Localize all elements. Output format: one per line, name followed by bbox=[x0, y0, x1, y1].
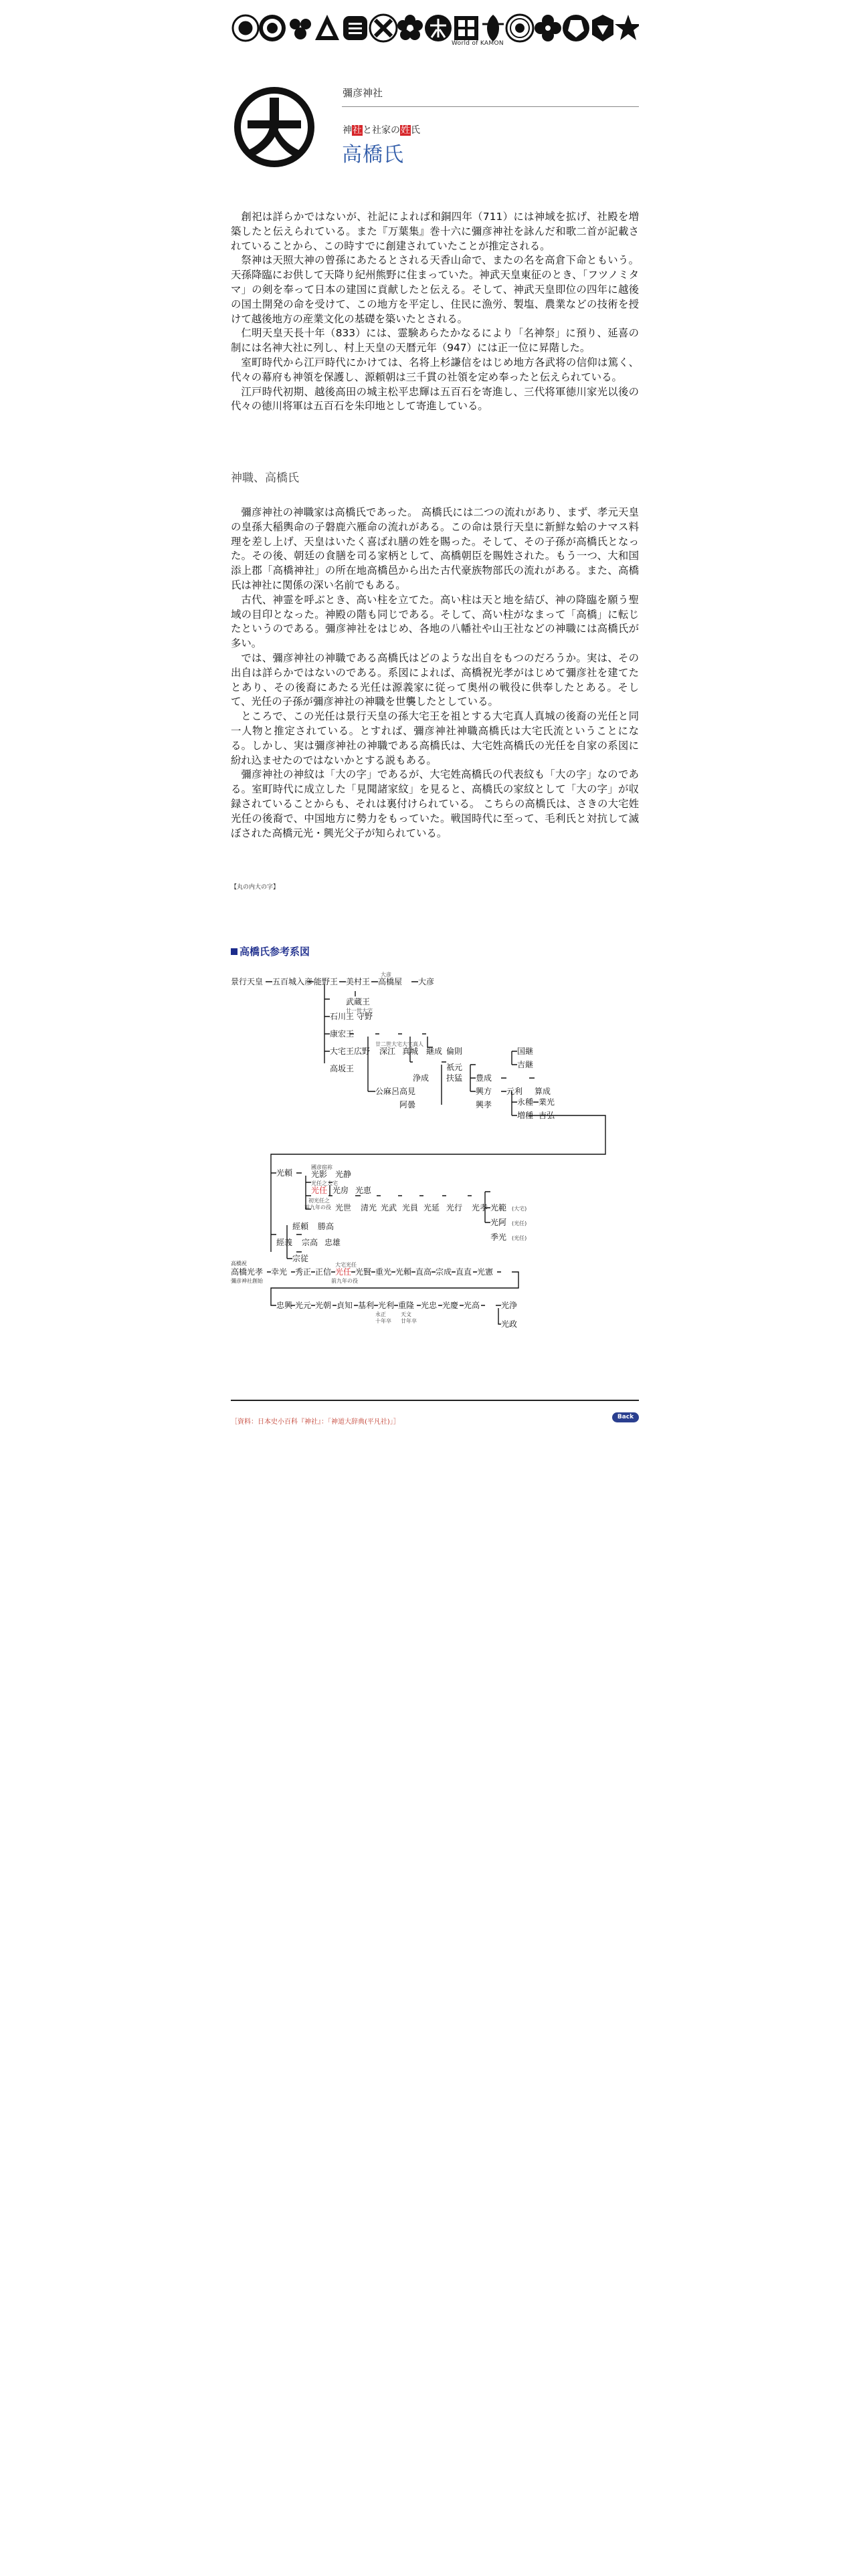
person-name: 増種 bbox=[517, 1111, 534, 1120]
person-name: 景行天皇 bbox=[231, 977, 264, 986]
person-name: 興方 bbox=[476, 1087, 492, 1096]
person-name: 光武 bbox=[381, 1203, 397, 1212]
person-name: 業光 bbox=[539, 1097, 555, 1107]
page bbox=[231, 0, 639, 2576]
person-note: 十年卒 bbox=[375, 1318, 391, 1324]
person-name: 豊成 bbox=[476, 1073, 492, 1083]
person-name: 光憲 bbox=[477, 1267, 494, 1277]
person-name: 宗従 bbox=[292, 1254, 309, 1263]
person-name: 祇元 bbox=[446, 1063, 463, 1072]
person-note: 光任之大宅 bbox=[311, 1180, 338, 1186]
paragraph: 江戸時代初期、越後高田の城主松平忠輝は五百石を寄進し、三代将軍徳川家光以後の代々の徳川将軍は五百石を朱印地として寄進している。 bbox=[231, 385, 639, 413]
header-divider bbox=[342, 106, 639, 107]
person-name: 幸光 bbox=[271, 1267, 288, 1277]
source-citation: ［資料：日本史小百科『神社』：「神道大辞典(平凡社)」］ bbox=[231, 1418, 400, 1426]
person-name: 康宏王 bbox=[330, 1029, 355, 1039]
person-name: 高見 bbox=[399, 1087, 416, 1096]
person-name: 勝高 bbox=[318, 1222, 335, 1231]
person-name: 基利 bbox=[358, 1301, 375, 1310]
person-note: 國彦宿祢 bbox=[311, 1164, 332, 1170]
paragraph: 創祀は詳らかではないが、社記によれば和銅四年（711）には神域を拡げ、社殿を増築したと伝えられている。また『万葉集』巻十六に彌彦神社を詠んだ和歌二首が記載されていることから、この時すでに創建されていたことが推定される。 bbox=[231, 211, 639, 252]
person-note: 永正 bbox=[375, 1311, 386, 1317]
person-name: 広野 bbox=[354, 1047, 371, 1056]
person-note: 前九年の役 bbox=[304, 1204, 331, 1210]
kamon-banner bbox=[231, 5, 639, 51]
section-heading: 神職、高橋氏 bbox=[231, 471, 299, 485]
paragraph: では、彌彦神社の神職である高橋氏はどのような出自をもつのだろうか。実は、その出自は詳らかではないのである。系図によれば、高橋祝光孝がはじめて彌彦社を建てたとあり、その後裔にあたる光任は源義家に従って奥州の戦役に供奉したとある。そして、光任の子孫が彌彦神社の神職を世襲したとしている。 bbox=[231, 651, 639, 708]
person-name: 經義 bbox=[276, 1238, 293, 1247]
person-name: 光阿 bbox=[490, 1218, 507, 1227]
person-name: 算成 bbox=[535, 1087, 551, 1096]
person-name: 吉継 bbox=[517, 1060, 534, 1069]
tree-names bbox=[231, 971, 555, 1329]
person-name-highlight: 光任 bbox=[335, 1267, 352, 1277]
person-name: 光孝 bbox=[472, 1203, 488, 1212]
footer-divider bbox=[231, 1400, 639, 1401]
person-name: 高坂王 bbox=[330, 1064, 355, 1073]
subtitle-part: と社家の bbox=[363, 125, 400, 136]
person-name: 能野王 bbox=[314, 977, 339, 986]
person-note: (光任) bbox=[512, 1220, 527, 1226]
clan-title: 高橋氏 bbox=[342, 143, 404, 167]
paragraph: 祭神は天照大神の曾孫にあたるとされる天香山命で、またの名を高倉下命ともいう。天孫降臨にお供して天降り紀州熊野に住まっていた。神武天皇東征のとき、「フツノミタマ」の剣を奉って日本の建国に貢献したと伝える。そして、神武天皇即位の四年に越後の国土開発の命を受けて、この地方を平定し、住民に漁労、製塩、農業などの技術を授けて越後地方の産業文化の基礎を築いたとされる。 bbox=[231, 254, 639, 325]
paragraph: 室町時代から江戸時代にかけては、名将上杉謙信をはじめ地方各武将の信仰は篤く、代々の幕府も神領を保護し、源頼朝は三千貫の社領を定め奉ったと伝えられている。 bbox=[231, 356, 639, 383]
person-note: 高橋祝 bbox=[231, 1261, 247, 1267]
person-name: 高橋光孝 bbox=[231, 1267, 264, 1277]
person-name: 宗高 bbox=[302, 1238, 318, 1247]
person-name: 倫則 bbox=[446, 1047, 463, 1056]
person-name: 光延 bbox=[423, 1203, 440, 1212]
person-note: 彌彦神社創始 bbox=[231, 1278, 263, 1284]
person-name: 光行 bbox=[446, 1203, 463, 1212]
person-name: 光朝 bbox=[315, 1301, 332, 1310]
site-brand: World of KAMON bbox=[452, 40, 504, 47]
person-name: 季光 bbox=[490, 1232, 507, 1242]
person-note: 廿一世大宅 bbox=[346, 1008, 373, 1014]
history-text bbox=[231, 210, 639, 414]
person-name: 光頼 bbox=[276, 1168, 293, 1178]
person-name: 浄成 bbox=[413, 1073, 430, 1083]
person-name: 大彦 bbox=[418, 977, 435, 986]
person-name: 光高 bbox=[464, 1301, 480, 1310]
person-name: 光恵 bbox=[355, 1186, 372, 1195]
subtitle-red-mark: 社 bbox=[353, 125, 362, 136]
person-name: 光員 bbox=[402, 1203, 419, 1212]
person-note: (光任) bbox=[512, 1235, 527, 1241]
person-name: 經頼 bbox=[292, 1222, 309, 1231]
person-name: 扶猛 bbox=[446, 1073, 463, 1083]
subtitle-red-mark: 姓 bbox=[401, 125, 410, 136]
person-name: 光影 bbox=[311, 1170, 328, 1179]
shrine-name: 彌彦神社 bbox=[343, 87, 383, 99]
person-name: 大宅王 bbox=[330, 1047, 355, 1056]
person-name: 忠興 bbox=[276, 1301, 293, 1310]
back-button[interactable]: Back bbox=[612, 1412, 639, 1422]
person-name: 光世 bbox=[335, 1203, 352, 1212]
person-name: 元利 bbox=[506, 1087, 523, 1096]
person-name: 武蔵王 bbox=[346, 997, 371, 1006]
person-name: 光房 bbox=[332, 1186, 349, 1195]
person-name: 直高 bbox=[415, 1267, 432, 1277]
person-name: 貞知 bbox=[337, 1301, 353, 1310]
person-name: 宗成 bbox=[436, 1267, 452, 1277]
crest-caption: 【丸の内大の字】 bbox=[231, 884, 280, 891]
person-name: 興孝 bbox=[476, 1100, 492, 1109]
paragraph: 彌彦神社の神職家は高橋氏であった。 高橋氏には二つの流れがあり、まず、孝元天皇の皇孫大稲輿命の子磐鹿六雁命の流れがある。この命は景行天皇に新鮮な蛤のナマス料理を差し上げ、天皇はいたく喜ばれ膳の姓を賜った。そして、その子孫が高橋氏となった。その後、朝廷の食膳を司る家柄として、高橋朝臣を賜姓された。もう一つ、大和国添上郡「高橋神社」の所在地高橋邑から出た古代豪族物部氏の流れがある。また、高橋氏は神社に関係の深い名前でもある。 bbox=[231, 506, 639, 591]
person-name: 重隆 bbox=[398, 1301, 415, 1310]
person-name: 吉弘 bbox=[539, 1111, 555, 1120]
person-name: 守野 bbox=[357, 1012, 373, 1021]
person-name: 五百城入彦 bbox=[272, 977, 313, 986]
subtitle-part: 氏 bbox=[411, 125, 420, 136]
person-note: 廿二世大宅 bbox=[375, 1041, 402, 1047]
paragraph: ところで、この光任は景行天皇の孫大宅王を祖とする大宅真人真城の後裔の光任と同一人物と推定されている。とすれば、彌彦神社神職高橋氏は大宅氏流ということになる。しかし、実は彌彦神社の神職である高橋氏は、大宅姓高橋氏の光任を自家の系図に紛れ込ませたのではないかとする説もある。 bbox=[231, 710, 639, 766]
person-note: 天文 bbox=[401, 1311, 411, 1317]
person-note: 大宅真人 bbox=[402, 1041, 423, 1047]
person-note: (大宅) bbox=[512, 1206, 527, 1212]
person-name: 光慶 bbox=[442, 1301, 459, 1310]
person-name: 秀正 bbox=[295, 1267, 312, 1277]
person-name: 光範 bbox=[490, 1203, 507, 1212]
person-name: 高橋屋 bbox=[378, 977, 403, 986]
person-name: 真城 bbox=[402, 1047, 419, 1056]
person-name: 光政 bbox=[501, 1319, 518, 1329]
person-name: 阿曇 bbox=[399, 1100, 416, 1109]
person-name: 光忠 bbox=[421, 1301, 438, 1310]
person-note: 大彦 bbox=[381, 972, 391, 978]
person-name: 光利 bbox=[378, 1301, 395, 1310]
person-name: 公麻呂 bbox=[375, 1087, 400, 1096]
subtitle bbox=[343, 123, 420, 136]
person-name: 光賢 bbox=[355, 1267, 372, 1277]
genealogy-title bbox=[231, 944, 310, 958]
person-name: 光元 bbox=[295, 1301, 312, 1310]
person-name: 光頼 bbox=[395, 1267, 412, 1277]
person-name: 清光 bbox=[361, 1203, 377, 1212]
person-name: 美村王 bbox=[346, 977, 371, 986]
person-note: 初光任之 bbox=[308, 1198, 330, 1204]
person-note: 前九年の役 bbox=[331, 1278, 358, 1284]
person-name: 忠雄 bbox=[324, 1238, 341, 1247]
kamon-crests-image bbox=[231, 5, 639, 51]
person-name: 深江 bbox=[379, 1047, 396, 1056]
person-name: 直直 bbox=[456, 1267, 472, 1277]
person-note: 大宅光任 bbox=[335, 1262, 357, 1268]
paragraph: 仁明天皇天長十年（833）には、霊験あらたかなるにより「名神祭」に預り、延喜の制には名神大社に列し、村上天皇の天暦元年（947）には正一位に昇階した。 bbox=[231, 327, 639, 354]
subtitle-part: 神 bbox=[343, 125, 352, 136]
person-name: 光静 bbox=[335, 1170, 352, 1179]
person-note: 廿年卒 bbox=[401, 1318, 417, 1324]
person-name: 永種 bbox=[517, 1097, 534, 1107]
priest-text bbox=[231, 506, 639, 841]
person-name: 正信 bbox=[315, 1267, 332, 1277]
person-name: 国継 bbox=[517, 1047, 534, 1056]
person-name: 石川王 bbox=[330, 1012, 355, 1021]
genealogy-title-text: 高橋氏参考系図 bbox=[240, 946, 310, 958]
square-bullet-icon bbox=[231, 948, 237, 955]
person-name: 光浄 bbox=[501, 1301, 518, 1310]
paragraph: 彌彦神社の神紋は「大の字」であるが、大宅姓高橋氏の代表紋も「大の字」なのである。室町時代に成立した「見聞諸家紋」を見ると、高橋氏の家紋として「大の字」が収録されていることからも、それは裏付けられている。 こちらの高橋氏は、さきの大宅姓光任の後裔で、中国地方に勢力をもっていた。戦国時代に至って、毛利氏と対抗して滅ぼされた高橋元光・興光父子が知られている。 bbox=[231, 768, 639, 839]
person-name: 重光 bbox=[375, 1267, 392, 1277]
dai-character-crest-image bbox=[233, 86, 316, 169]
paragraph: 古代、神霊を呼ぶとき、高い柱を立てた。高い柱は天と地を結び、神の降臨を願う聖域の目印となった。神殿の階も同じである。そして、高い柱がなまって「高橋」に転じたというのである。彌彦神社をはじめ、各地の八幡社や山王社などの神職には高橋氏が多い。 bbox=[231, 593, 639, 650]
person-name: 継成 bbox=[426, 1047, 443, 1056]
genealogy-tree bbox=[231, 964, 639, 1379]
person-name-highlight: 光任 bbox=[311, 1186, 328, 1195]
